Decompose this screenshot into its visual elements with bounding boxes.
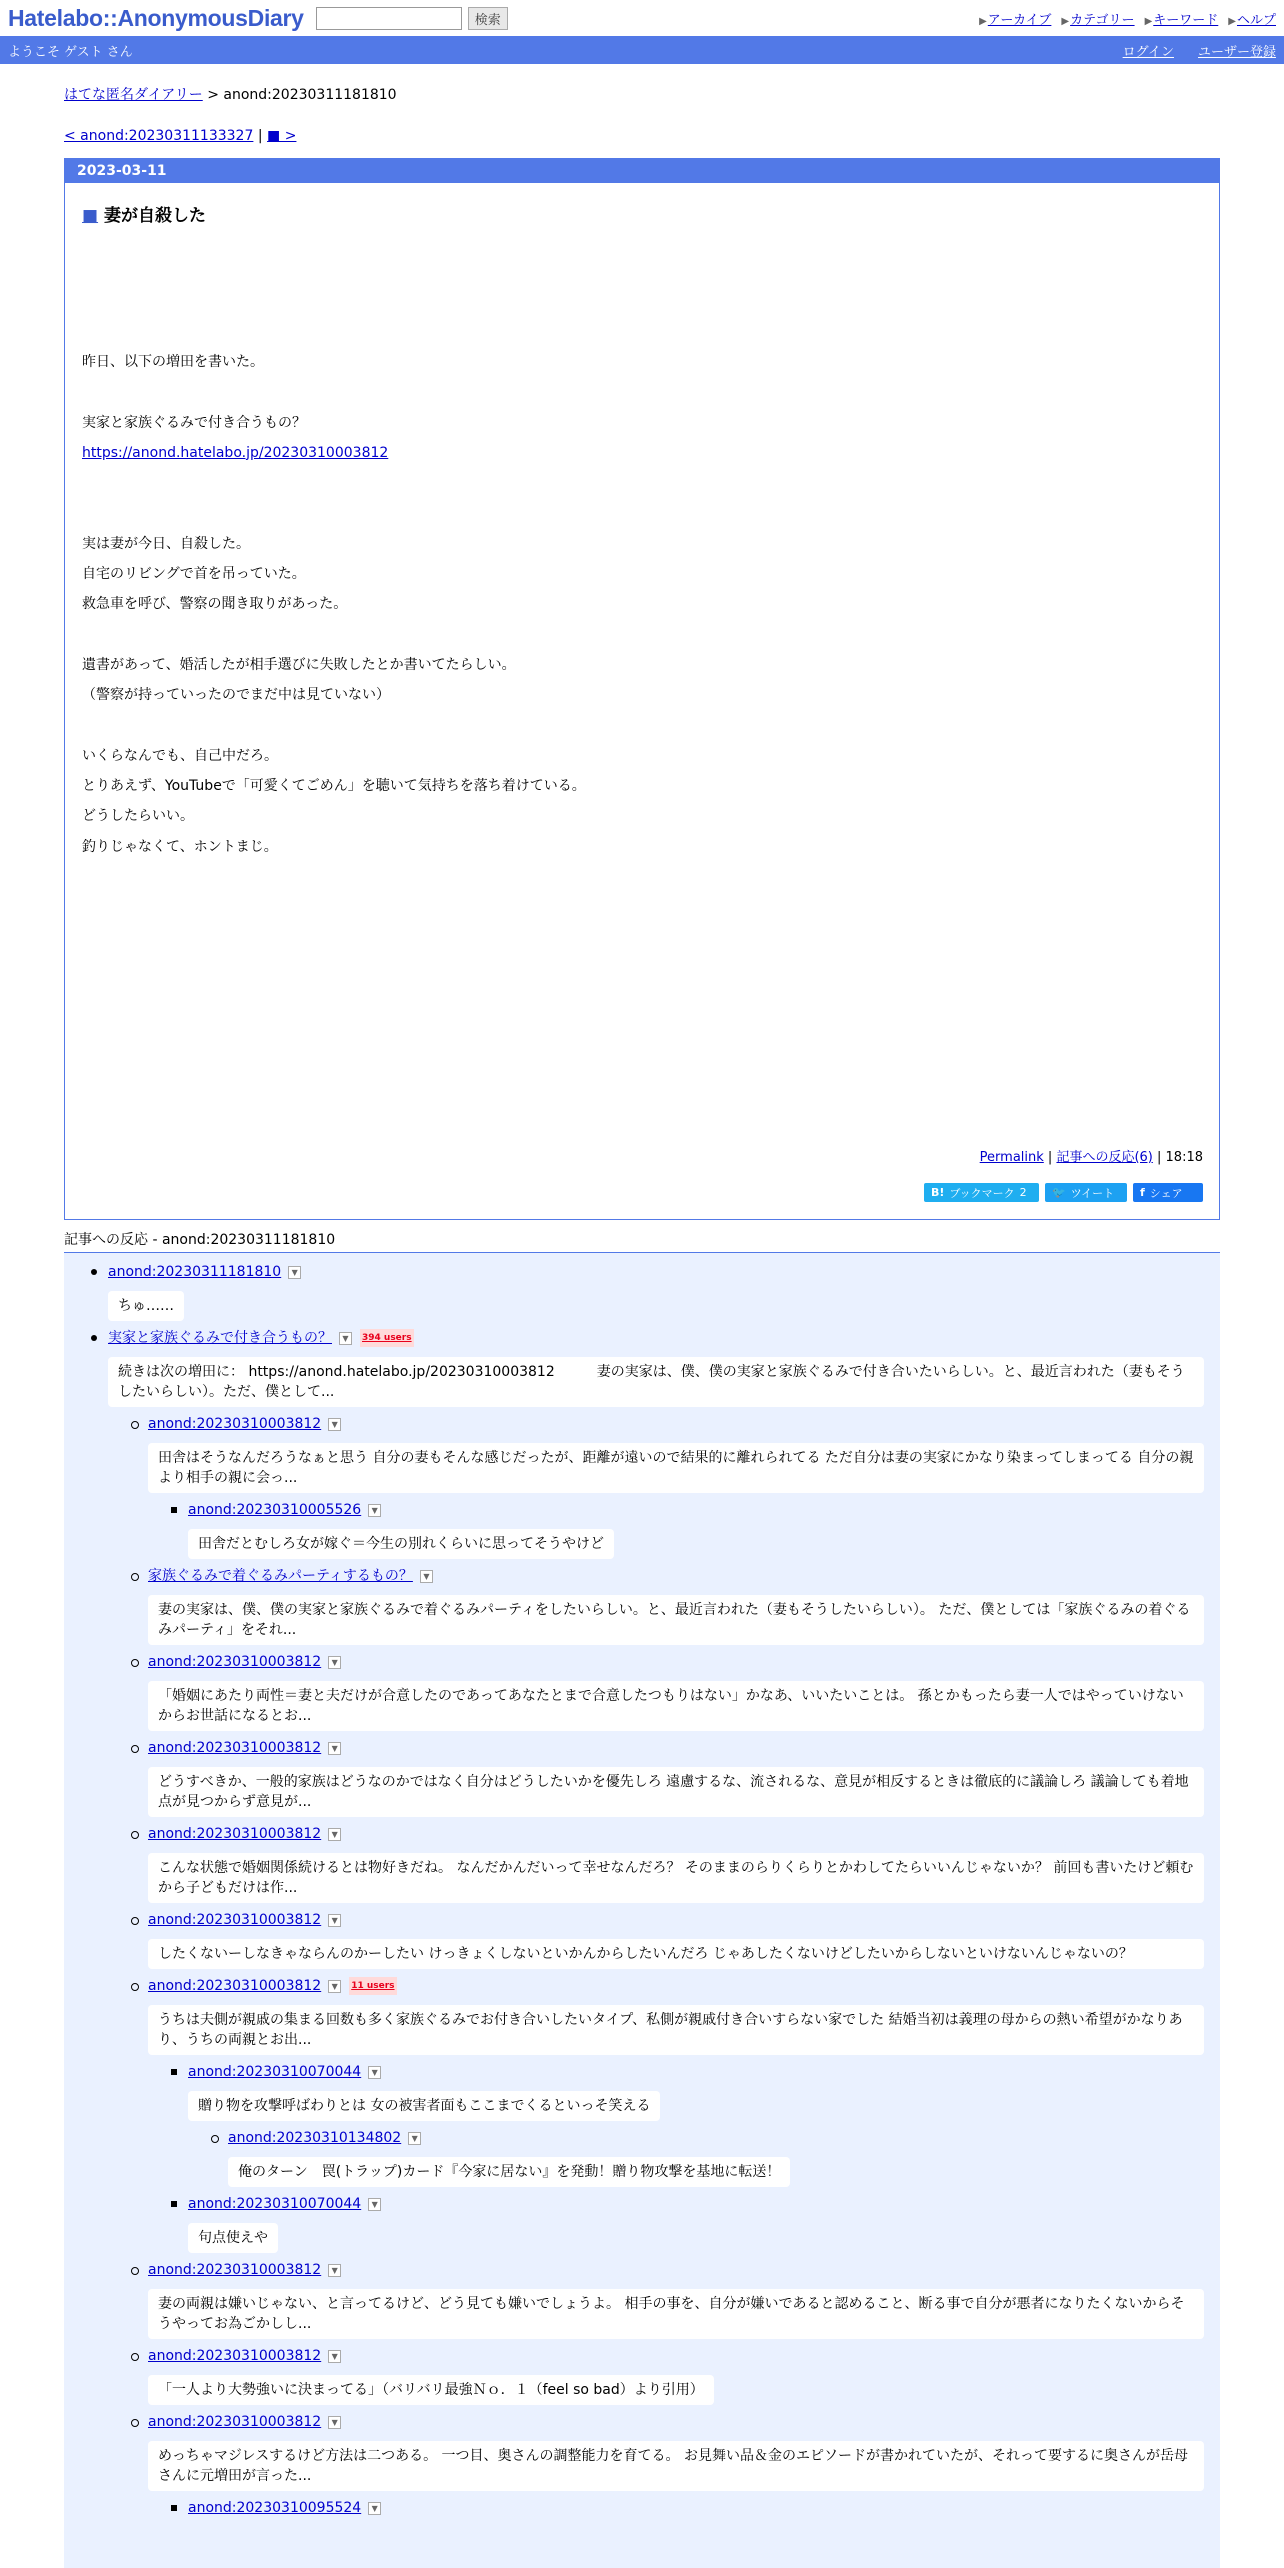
- reaction-excerpt: 妻の実家は、僕、僕の実家と家族ぐるみで着ぐるみパーティをしたいらしい。と、最近言われた（妻もそうしたいらしい）。 ただ、僕としては「家族ぐるみの着ぐるみパーティ」をそれ...: [148, 1595, 1204, 1645]
- chevron-down-icon[interactable]: ▼: [328, 1914, 341, 1927]
- reaction-link[interactable]: anond:20230310095524: [188, 2500, 362, 2516]
- reaction-item: [64, 1501, 1220, 1559]
- reaction-excerpt: 「一人より大勢強いに決まってる」（バリバリ最強Ｎｏ．１（feel so bad）より引用）: [148, 2375, 714, 2405]
- reaction-item: [64, 2347, 1220, 2405]
- reaction-item: [64, 1653, 1220, 1731]
- reaction-item: [64, 1977, 1220, 2055]
- twitter-bird-icon: 🐦: [1052, 1186, 1066, 1199]
- reaction-head: [148, 1567, 1220, 1585]
- reaction-head: [148, 1825, 1220, 1843]
- reaction-head: [188, 2063, 1220, 2081]
- nav-keyword-link[interactable]: キーワード: [1153, 12, 1219, 28]
- entry-footer: Permalink | 記事への反応(6) | 18:18: [979, 1150, 1203, 1165]
- reaction-link[interactable]: anond:20230310070044: [188, 2196, 362, 2212]
- reaction-link[interactable]: anond:20230310003812: [148, 1912, 322, 1928]
- entry-box: [64, 158, 1220, 1220]
- reaction-link[interactable]: anond:20230310005526: [188, 1502, 362, 1518]
- hatena-bookmark-icon: B!: [931, 1186, 945, 1199]
- chevron-down-icon[interactable]: ▼: [339, 1332, 352, 1345]
- pager: [64, 128, 1220, 144]
- reaction-head: [188, 2499, 1220, 2517]
- nav-help-link[interactable]: ヘルプ: [1236, 12, 1276, 28]
- bookmark-users-badge[interactable]: 394 users: [360, 1329, 414, 1347]
- entry-body-line: 実家と家族ぐるみで付き合うもの？: [82, 414, 306, 431]
- reaction-head: [188, 2195, 1220, 2213]
- reaction-head: [148, 1415, 1220, 1433]
- chevron-down-icon[interactable]: ▼: [328, 2264, 341, 2277]
- entry-body-link[interactable]: [82, 438, 586, 468]
- reactions-tree: [64, 1253, 1220, 2568]
- reaction-item: [64, 1911, 1220, 1969]
- chevron-down-icon[interactable]: ▼: [368, 2502, 381, 2515]
- reaction-head: [148, 1739, 1220, 1757]
- breadcrumb-home-link[interactable]: はてな匿名ダイアリー: [64, 87, 203, 103]
- nav-archive-link[interactable]: アーカイブ: [987, 12, 1052, 28]
- reaction-excerpt: ちゅ……: [108, 1291, 184, 1321]
- entry-title-text: 妻が自殺した: [103, 206, 206, 226]
- reaction-link[interactable]: anond:20230310003812: [148, 2414, 322, 2430]
- reaction-excerpt: 贈り物を攻撃呼ばわりとは 女の被害者面もここまでくるといっそ笑える: [188, 2091, 660, 2121]
- reaction-head: [108, 1329, 1220, 1347]
- bookmark-users-badge[interactable]: 11 users: [349, 1977, 396, 1995]
- reactions-link[interactable]: 記事への反応(6): [1056, 1150, 1153, 1165]
- breadcrumb: [64, 84, 1220, 104]
- entry-body-line: 自宅のリビングで首を吊っていた。: [82, 566, 306, 583]
- welcome-bar: [0, 36, 1284, 64]
- entry-body-line: 遺書があって、婚活したが相手選びに失敗したとか書いてたらしい。: [82, 656, 516, 673]
- reaction-excerpt: こんな状態で婚姻関係続けるとは物好きだね。 なんだかんだいって幸せなんだろ？ そのままのらりくらりとかわしてたらいいんじゃないか？ 前回も書いたけど頼むから子どもだけは作...: [148, 1853, 1204, 1903]
- reaction-link[interactable]: anond:20230310003812: [148, 2262, 322, 2278]
- reaction-head: [228, 2129, 1220, 2147]
- tweet-button[interactable]: [1045, 1183, 1127, 1202]
- reaction-link[interactable]: anond:20230310003812: [148, 1740, 322, 1756]
- chevron-down-icon[interactable]: ▼: [328, 2350, 341, 2363]
- bookmark-label: ブックマーク: [949, 1186, 1015, 1200]
- reaction-item: [64, 1825, 1220, 1903]
- entry-body-line: [82, 620, 586, 650]
- chevron-down-icon[interactable]: ▼: [328, 1828, 341, 1841]
- reaction-link[interactable]: 家族ぐるみで着ぐるみパーティするもの？: [148, 1568, 413, 1584]
- entry-body-line: [82, 377, 586, 407]
- arrow-icon: ▶: [1228, 15, 1236, 27]
- login-link[interactable]: ログイン: [1122, 44, 1174, 60]
- referenced-entry-link[interactable]: https://anond.hatelabo.jp/20230310003812: [82, 444, 389, 461]
- chevron-down-icon[interactable]: ▼: [328, 1980, 341, 1993]
- reaction-head: [148, 1977, 1220, 1995]
- reaction-link[interactable]: 実家と家族ぐるみで付き合うもの？: [108, 1330, 332, 1346]
- entry-body-line: 昨日、以下の増田を書いた。: [82, 354, 264, 370]
- entry-permalink-square[interactable]: ■: [82, 206, 99, 226]
- entry-title: [82, 201, 206, 226]
- reaction-head: [108, 1263, 1220, 1281]
- reaction-excerpt: 句点使えや: [188, 2223, 278, 2253]
- reactions-heading: 記事への反応 - anond:20230311181810: [64, 1229, 1220, 1253]
- chevron-down-icon[interactable]: ▼: [368, 2198, 381, 2211]
- reaction-item: [64, 1739, 1220, 1817]
- entry-body-line: [82, 468, 586, 498]
- next-entry-link[interactable]: ■ >: [267, 128, 297, 144]
- entry-body-line: [82, 498, 586, 528]
- chevron-down-icon[interactable]: ▼: [288, 1266, 301, 1279]
- hatena-bookmark-button[interactable]: [924, 1183, 1039, 1202]
- reaction-excerpt: したくないーしなきゃならんのかーしたい けっきょくしないといかんからしたいんだろ じゃあしたくないけどしたいからしないといけないんじゃないの？: [148, 1939, 1204, 1969]
- reaction-link[interactable]: anond:20230310003812: [148, 1978, 322, 1994]
- reaction-head: [148, 2347, 1220, 2365]
- register-link[interactable]: ユーザー登録: [1197, 44, 1276, 60]
- entry-body-line: 救急車を呼び、警察の聞き取りがあった。: [82, 596, 348, 613]
- reaction-item: [64, 1329, 1220, 1407]
- facebook-share-button[interactable]: [1133, 1183, 1203, 1202]
- welcome-text: ようこそ ゲスト さん: [8, 44, 133, 60]
- breadcrumb-separator: >: [202, 87, 224, 103]
- reaction-head: [148, 2413, 1220, 2431]
- reaction-head: [148, 2261, 1220, 2279]
- entry-time: 18:18: [1165, 1150, 1203, 1165]
- reaction-link[interactable]: anond:20230310003812: [148, 1416, 322, 1432]
- reaction-item: [64, 1567, 1220, 1645]
- reaction-item: [64, 1415, 1220, 1493]
- reaction-excerpt: めっちゃマジレスするけど方法は二つある。 一つ目、奥さんの調整能力を育てる。 お見舞い品＆金のエピソードが書かれていたが、それって要するに奥さんが岳母さんに元増田が言った...: [148, 2441, 1204, 2491]
- entry-body-line: とりあえず、YouTubeで「可愛くてごめん」を聴いて気持ちを落ち着けている。: [82, 778, 586, 795]
- reaction-excerpt: 続きは次の増田に： https://anond.hatelabo.jp/20230310003812 妻の実家は、僕、僕の実家と家族ぐるみで付き合いたいらしい。と、最近言われた（妻もそうしたいらしい）。ただ、僕として...: [108, 1357, 1204, 1407]
- chevron-down-icon[interactable]: ▼: [328, 1418, 341, 1431]
- entry-body-line: 実は妻が今日、自殺した。: [82, 535, 250, 552]
- reaction-item: [64, 2129, 1220, 2187]
- arrow-icon: ▶: [1061, 15, 1070, 27]
- entry-body: [82, 347, 586, 862]
- chevron-down-icon[interactable]: ▼: [420, 1570, 433, 1583]
- tweet-label: ツイート: [1070, 1186, 1115, 1200]
- chevron-down-icon[interactable]: ▼: [368, 1504, 381, 1517]
- share-label: シェア: [1149, 1186, 1183, 1200]
- entry-body-line: [82, 711, 586, 741]
- reaction-item: [64, 2063, 1220, 2121]
- search-input[interactable]: [316, 7, 462, 30]
- reaction-excerpt: 「婚姻にあたり両性＝妻と夫だけが合意したのであってあなたとまで合意したつもりはない」かなあ、いいたいことは。 孫とかもったら妻一人ではやっていけないからお世話になるとお...: [148, 1681, 1204, 1731]
- entry-body-line: どうしたらいい。: [82, 808, 194, 825]
- reaction-link[interactable]: anond:20230310003812: [148, 1826, 322, 1842]
- site-logo[interactable]: Hatelabo::AnonymousDiary: [8, 4, 304, 31]
- arrow-icon: ▶: [979, 15, 987, 27]
- reaction-head: [188, 1501, 1220, 1519]
- chevron-down-icon[interactable]: ▼: [328, 2416, 341, 2429]
- entry-body-line: 釣りじゃなくて、ホントまじ。: [82, 838, 278, 855]
- reaction-link[interactable]: anond:20230310003812: [148, 2348, 322, 2364]
- reaction-link[interactable]: anond:20230310134802: [228, 2130, 402, 2146]
- reaction-excerpt: 俺のターン 罠(トラップ)カード『今家に居ない』を発動！贈り物攻撃を基地に転送！: [228, 2157, 790, 2187]
- reaction-excerpt: 妻の両親は嫌いじゃない、と言ってるけど、どう見ても嫌いでしょうよ。 相手の事を、自分が嫌いであると認めること、断る事で自分が悪者になりたくないからそうやってお為ごかしし...: [148, 2289, 1204, 2339]
- reaction-excerpt: どうすべきか、一般的家族はどうなのかではなく自分はどうしたいかを優先しろ 遠慮するな、流されるな、意見が相反するときは徹底的に議論しろ 議論しても着地点が見つからず意見が...: [148, 1767, 1204, 1817]
- reaction-item: [64, 2499, 1220, 2517]
- reaction-head: [148, 1911, 1220, 1929]
- reaction-excerpt: 田舎だとむしろ女が嫁ぐ＝今生の別れくらいに思ってそうやけど: [188, 1529, 614, 1559]
- reaction-head: [148, 1653, 1220, 1671]
- arrow-icon: ▶: [1144, 15, 1153, 27]
- entry-body-line: （警察が持っていったのでまだ中は見ていない）: [82, 687, 390, 704]
- reaction-excerpt: うちは夫側が親戚の集まる回数も多く家族ぐるみでお付き合いしたいタイプ、私側が親戚付き合いすらない家でした 結婚当初は義理の母からの熱い希望がかなりあり、うちの両親とお出...: [148, 2005, 1204, 2055]
- main-content: [64, 84, 1220, 2568]
- breadcrumb-current: anond:20230311181810: [223, 87, 397, 103]
- bookmark-count: 2: [1019, 1186, 1027, 1199]
- share-buttons: [924, 1183, 1203, 1202]
- nav-category-link[interactable]: カテゴリー: [1070, 12, 1135, 28]
- top-bar: [0, 0, 1284, 36]
- reaction-excerpt: 田舎はそうなんだろうなぁと思う 自分の妻もそんな感じだったが、距離が遠いので結果的に離れられてる ただ自分は妻の実家にかなり染まってしまってる 自分の親より相手の親に会っ...: [148, 1443, 1204, 1493]
- pager-separator: |: [253, 128, 268, 144]
- prev-entry-link[interactable]: < anond:20230311133327: [64, 128, 254, 144]
- reaction-link[interactable]: anond:20230310070044: [188, 2064, 362, 2080]
- permalink-link[interactable]: Permalink: [979, 1150, 1044, 1165]
- chevron-down-icon[interactable]: ▼: [328, 1742, 341, 1755]
- entry-body-line: いくらなんでも、自己中だろ。: [82, 747, 278, 764]
- chevron-down-icon[interactable]: ▼: [328, 1656, 341, 1669]
- reaction-item: [64, 2413, 1220, 2491]
- facebook-icon: f: [1140, 1186, 1145, 1199]
- reaction-link[interactable]: anond:20230310003812: [148, 1654, 322, 1670]
- top-nav: [979, 9, 1276, 28]
- chevron-down-icon[interactable]: ▼: [408, 2132, 421, 2145]
- reaction-link[interactable]: anond:20230311181810: [108, 1264, 282, 1280]
- search-button[interactable]: 検索: [468, 7, 508, 30]
- reaction-item: [64, 2195, 1220, 2253]
- reaction-item: [64, 2261, 1220, 2339]
- reaction-item: [64, 1263, 1220, 1321]
- entry-date: 2023-03-11: [65, 159, 1219, 183]
- chevron-down-icon[interactable]: ▼: [368, 2066, 381, 2079]
